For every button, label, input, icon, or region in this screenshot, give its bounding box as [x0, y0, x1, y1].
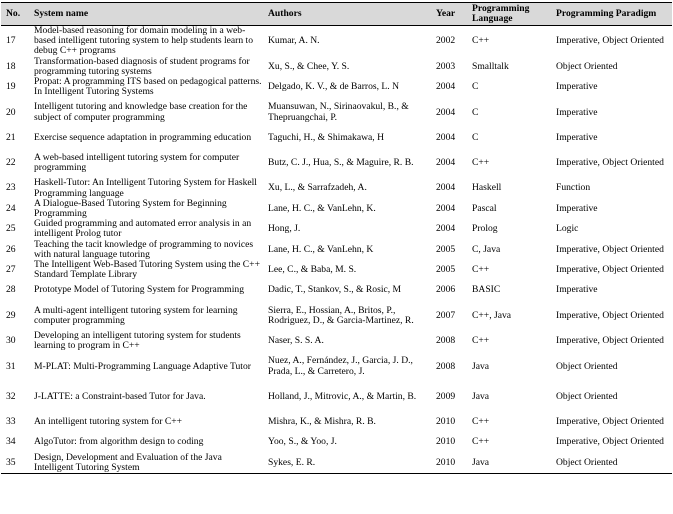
its-systems-table: [1, 2, 672, 474]
cell-no: 21: [6, 131, 16, 143]
cell-language: C: [472, 81, 479, 93]
cell-paradigm: Imperative: [556, 202, 598, 214]
cell-no: 23: [6, 182, 16, 194]
cell-paradigm: Imperative, Object Oriented: [556, 309, 664, 321]
table-row: [1, 240, 672, 260]
cell-language: C, Java: [472, 243, 501, 255]
cell-year: 2006: [436, 284, 456, 296]
cell-language: Prolog: [472, 223, 498, 235]
cell-no: 35: [1, 453, 31, 474]
cell-system-name: Intelligent tutoring and knowledge base creation for the subject of computer programming: [34, 101, 248, 123]
table-row: [1, 432, 672, 452]
cell-paradigm: Imperative, Object Oriented: [556, 243, 664, 255]
cell-system-name: A Dialogue-Based Tutoring System for Beginning Programming: [34, 197, 227, 219]
cell-authors: Yoo, S., & Yoo, J.: [268, 436, 337, 448]
cell-no: 33: [6, 416, 16, 428]
cell-system-name: Teaching the tacit knowledge of programming to novices with natural language tutoring: [34, 238, 254, 260]
cell-authors: Butz, C. J., Hua, S., & Maguire, R. B.: [268, 157, 414, 169]
cell-paradigm: Imperative, Object Oriented: [556, 264, 664, 276]
cell-system-name: AlgoTutor: from algorithm design to coding: [34, 436, 204, 448]
cell-year: 2010: [436, 416, 456, 428]
table-row: [1, 148, 672, 178]
cell-no: 20: [6, 106, 16, 118]
cell-year: 2002: [436, 35, 456, 47]
table-row: [1, 97, 672, 127]
cell-language: C++: [472, 436, 490, 448]
cell-language: Java: [472, 360, 490, 372]
cell-year: 2004: [436, 157, 456, 169]
cell-paradigm: Imperative, Object Oriented: [556, 436, 664, 448]
cell-paradigm: Object Oriented: [553, 453, 672, 474]
cell-authors: Mishra, K., & Mishra, R. B.: [268, 416, 376, 428]
table-row: [1, 412, 672, 432]
cell-year: 2009: [436, 390, 456, 402]
cell-system-name: Propat: A programming ITS based on pedagogical patterns. In Intelligent Tutoring Systems: [34, 76, 262, 98]
cell-language: C: [472, 131, 479, 143]
table-body: [1, 26, 672, 474]
cell-system-name: J-LATTE: a Constraint-based Tutor for Java.: [34, 390, 206, 402]
header-paradigm: Programming Paradigm: [553, 3, 672, 26]
cell-paradigm: Object Oriented: [556, 360, 618, 372]
table-row: [1, 128, 672, 148]
cell-system-name: Model-based reasoning for domain modeling in a web-based intelligent tutoring system to help students learn to debug C++ programs: [34, 25, 254, 57]
cell-year: 2005: [436, 264, 456, 276]
cell-authors: Xu, S., & Chee, Y. S.: [268, 60, 350, 72]
table-row: [1, 260, 672, 280]
cell-paradigm: Object Oriented: [556, 390, 618, 402]
cell-system-name: Developing an intelligent tutoring system for students learning to program in C++: [34, 330, 241, 352]
cell-no: 26: [6, 243, 16, 255]
cell-system-name: The Intelligent Web-Based Tutoring System using the C++ Standard Template Library: [34, 259, 260, 281]
cell-system-name: A multi-agent intelligent tutoring system for learning computer programming: [34, 304, 238, 326]
cell-year: 2004: [436, 182, 456, 194]
cell-language: Java: [469, 453, 553, 474]
cell-language: C: [472, 106, 479, 118]
cell-language: C++: [472, 416, 490, 428]
header-authors: Authors: [265, 3, 433, 26]
cell-year: 2010: [436, 436, 456, 448]
cell-language: Pascal: [472, 202, 497, 214]
cell-paradigm: Imperative, Object Oriented: [556, 35, 664, 47]
cell-authors: Sierra, E., Hossian, A., Britos, P., Rodriguez, D., & Garcia-Martinez, R.: [268, 304, 414, 326]
table-row: [1, 351, 672, 381]
cell-year: 2004: [436, 81, 456, 93]
cell-no: 32: [6, 390, 16, 402]
cell-system-name: An intelligent tutoring system for C++: [34, 416, 183, 428]
cell-year: 2004: [436, 202, 456, 214]
cell-year: 2004: [436, 131, 456, 143]
cell-year: 2007: [436, 309, 456, 321]
header-language: Programming Language: [469, 3, 553, 26]
table-row: [1, 57, 672, 77]
table-row: [1, 26, 672, 57]
table-row: [1, 331, 672, 351]
cell-language: C++, Java: [472, 309, 512, 321]
cell-system-name: Transformation-based diagnosis of student programs for programming tutoring systems: [34, 55, 250, 77]
table-row: [1, 178, 672, 198]
cell-language: BASIC: [472, 284, 501, 296]
cell-authors: Sykes, E. R.: [265, 453, 433, 474]
table-row: [1, 301, 672, 331]
cell-no: 22: [6, 157, 16, 169]
cell-language: C++: [472, 335, 490, 347]
cell-language: Smalltalk: [472, 60, 509, 72]
cell-no: 19: [6, 81, 16, 93]
table-row: [1, 219, 672, 239]
cell-authors: Muansuwan, N., Sirinaovakul, B., & Thepruangchai, P.: [268, 101, 409, 123]
header-no: No.: [1, 3, 31, 26]
cell-year: 2004: [436, 106, 456, 118]
cell-year: 2005: [436, 243, 456, 255]
cell-system-name: Exercise sequence adaptation in programming education: [34, 131, 252, 143]
cell-paradigm: Function: [556, 182, 591, 194]
cell-paradigm: Imperative: [556, 81, 598, 93]
cell-authors: Lane, H. C., & VanLehn, K: [268, 243, 374, 255]
cell-paradigm: Imperative, Object Oriented: [556, 157, 664, 169]
cell-paradigm: Logic: [556, 223, 579, 235]
header-system-name: System name: [31, 3, 265, 26]
cell-system-name: A web-based intelligent tutoring system for computer programming: [34, 151, 240, 174]
cell-authors: Xu, L., & Sarrafzadeh, A.: [268, 182, 367, 194]
table-row: [1, 77, 672, 97]
cell-paradigm: Imperative: [556, 131, 598, 143]
cell-no: 25: [6, 223, 16, 235]
table-row: [1, 199, 672, 219]
cell-authors: Dadic, T., Stankov, S., & Rosic, M: [268, 284, 402, 296]
cell-paradigm: Imperative, Object Oriented: [556, 335, 664, 347]
cell-authors: Nuez, A., Fernández, J., Garcia, J. D., Prada, L., & Carretero, J.: [268, 355, 413, 377]
cell-authors: Holland, J., Mitrovic, A., & Martin, B.: [268, 390, 417, 402]
table-row: [1, 453, 672, 474]
cell-year: 2003: [436, 60, 456, 72]
cell-language: Java: [472, 390, 490, 402]
cell-language: Haskell: [472, 182, 502, 194]
cell-language: C++: [472, 264, 490, 276]
cell-year: 2008: [436, 360, 456, 372]
cell-no: 18: [6, 60, 16, 72]
cell-language: C++: [472, 157, 490, 169]
cell-system-name: Prototype Model of Tutoring System for Programming: [34, 284, 244, 296]
cell-system-name: Haskell-Tutor: An Intelligent Tutoring System for Haskell Programming language: [34, 177, 257, 199]
cell-authors: Naser, S. S. A.: [268, 335, 324, 347]
cell-year: 2010: [433, 453, 469, 474]
cell-authors: Delgado, K. V., & de Barros, L. N: [268, 81, 400, 93]
cell-no: 30: [6, 335, 16, 347]
cell-authors: Lee, C., & Baba, M. S.: [268, 264, 357, 276]
cell-year: 2004: [436, 223, 456, 235]
table-row: [1, 382, 672, 412]
cell-paradigm: Imperative: [556, 284, 598, 296]
cell-authors: Taguchi, H., & Shimakawa, H: [268, 131, 385, 143]
table-header-row: [1, 3, 672, 26]
cell-paradigm: Imperative: [556, 106, 598, 118]
cell-paradigm: Imperative, Object Oriented: [556, 416, 664, 428]
cell-language: C++: [472, 35, 490, 47]
cell-no: 27: [6, 264, 16, 276]
cell-authors: Kumar, A. N.: [268, 35, 320, 47]
cell-year: 2008: [436, 335, 456, 347]
header-year: Year: [433, 3, 469, 26]
cell-no: 24: [6, 202, 16, 214]
table-row: [1, 280, 672, 300]
cell-no: 28: [6, 284, 16, 296]
cell-paradigm: Object Oriented: [556, 60, 618, 72]
cell-no: 31: [6, 360, 16, 372]
cell-authors: Hong, J.: [268, 223, 301, 235]
cell-system-name: Design, Development and Evaluation of the Java Intelligent Tutoring System: [31, 453, 265, 474]
cell-no: 17: [6, 35, 16, 47]
cell-no: 29: [6, 309, 16, 321]
cell-system-name: Guided programming and automated error analysis in an intelligent Prolog tutor: [34, 218, 252, 240]
cell-authors: Lane, H. C., & VanLehn, K.: [268, 202, 376, 214]
cell-no: 34: [6, 436, 16, 448]
cell-system-name: M-PLAT: Multi-Programming Language Adaptive Tutor: [34, 360, 251, 372]
